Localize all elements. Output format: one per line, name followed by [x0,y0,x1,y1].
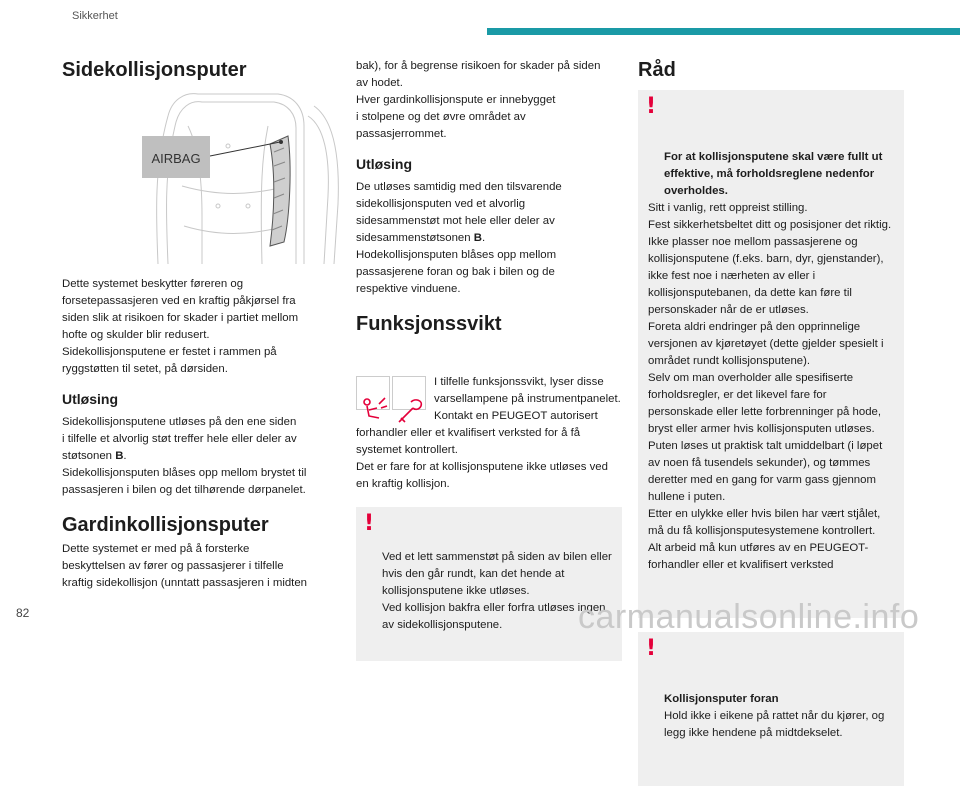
malfunction-text: I tilfelle funksjonssvikt, lyser disse varsellampene på instrumentpanelet. Kontakt en PEUGEOT autorisert forhandler eller et kvalifisert verksted for å få systemet kontrollert. Det er fare for at kollisjonsputene ikke utløses ved en kraftig kollisjon. [356,376,621,490]
zone-b-label: B [115,450,124,462]
seat-drawing [98,86,348,264]
seat-airbag-illustration [98,86,348,264]
column-1 [62,58,340,592]
notice-precautions-body [648,132,894,591]
notice-front-airbags-text: Hold ikke i eikene på rattet når du kjører, og legg ikke hendene på midtdekselet. [664,710,885,739]
warning-lamps [356,359,428,410]
side-airbag-intro: Dette systemet beskytter føreren og forsetepassasjeren ved en kraftig påkjørsel fra siden slik at risikoen for skader i partiet mellom hofte og skulder blir redusert. Sidekollisjonsputene er festet i rammen på ryggstøtten til setet, på dørsiden. [62,278,299,375]
section-title-malfunction: Funksjonssvikt [356,313,502,335]
notice-light-impact [356,507,622,661]
column-2 [356,58,622,661]
malfunction-block [356,340,622,493]
warning-exclamation-icon: ! [364,511,375,536]
curtain-airbag-intro: Dette systemet er med på å forsterke beskyttelsen av fører og passasjerer i tilfelle kraftig sidekollisjon (unntatt passasjeren i midten [62,543,308,589]
notice-precautions-heading: For at kollisjonsputene skal være fullt ut effektive, må forholdsreglene nedenfor overholdes. [664,151,883,197]
subheading-deployment-2: Utløsing [356,156,412,172]
section-title-curtain-airbags: Gardinkollisjonsputer [62,514,269,536]
section-title-side-airbags: Sidekollisjonsputer [62,59,247,81]
notice-front-airbags [638,632,904,786]
notice-light-impact-text: Ved et lett sammenstøt på siden av bilen eller hvis den går rundt, kan det hende at kollisjonsputene ikke utløses. Ved kollisjon bakfra eller forfra utløses ingen av sidekollisjonsputene. [382,551,612,631]
side-airbag-deployment-text [62,414,340,499]
zone-b-label-2: B [473,232,482,244]
header-accent-bar [487,28,960,35]
airbag-label: AIRBAG [151,151,201,166]
curtain-airbag-continued: bak), for å begrense risikoen for skader på siden av hodet. Hver gardinkollisjonspute er innebygget i stolpene og det øvre området av passasjerrommet. [356,60,601,140]
column-3 [638,58,904,786]
deployment-text-b: . Sidekollisjonsputen blåses opp mellom brystet til passasjeren i bilen og det tilhørende dørpanelet. [62,450,307,496]
airbag-fault-icon [356,376,390,410]
curtain-airbag-deployment-text [356,179,622,298]
deployment2-text-b: . Hodekollisjonsputen blåses opp mellom passasjerene foran og bak i bilen og de respektive vinduene. [356,232,557,295]
subheading-deployment-1: Utløsing [62,391,118,407]
deployment-text-a: Sidekollisjonsputene utløses på den ene siden i tilfelle et alvorlig støt treffer hele eller deler av støtsonen [62,416,297,462]
warning-exclamation-icon: ! [646,636,657,661]
page-number: 82 [16,606,30,620]
airbag-passenger-fault-icon [392,376,426,410]
notice-precautions [638,90,904,618]
warning-exclamation-icon: ! [646,94,657,119]
section-header: Sikkerhet [72,10,118,22]
deployment2-text-a: De utløses samtidig med den tilsvarende sidekollisjonsputen ved et alvorlig sidesammenstøt mot hele eller deler av sidesammenstøtsonen [356,181,562,244]
notice-front-airbags-heading: Kollisjonsputer foran [664,693,779,705]
notice-precautions-text: Sitt i vanlig, rett oppreist stilling. Fest sikkerhetsbeltet ditt og posisjoner det riktig. Ikke plasser noe mellom passasjerene og kollisjonsputene (f.eks. barn, dyr, gjenstander), ikke fest noe i nærheten av eller i kollisjonsputebanen, da dette kan føre til personskader når de er utløses. Foreta aldri endringer på den opprinnelige versjonen av kjøretøyet (dette gjelder spesielt i området rundt kollisjonsputene). Selv om man overholder alle spesifiserte forholdsregler, er det likevel fare for personskade eller lette forbrenninger på hode, bryst eller armer hvis kollisjonsputen utløses. Puten løses ut praktisk talt umiddelbart (i løpet av noen få tusendels sekunder), og tømmes deretter med en gang for varm gass gjennom hullene i puten. Etter en ulykke eller hvis bilen har vært stjålet, må du få kollisjonsputesystemene kontrollert. Alt arbeid må kun utføres av en PEUGEOT-forhandler eller et kvalifisert verksted [648,202,892,571]
section-title-advice: Råd [638,59,676,81]
watermark: carmanualsonline.info [578,598,920,636]
notice-front-airbags-body [648,674,894,759]
